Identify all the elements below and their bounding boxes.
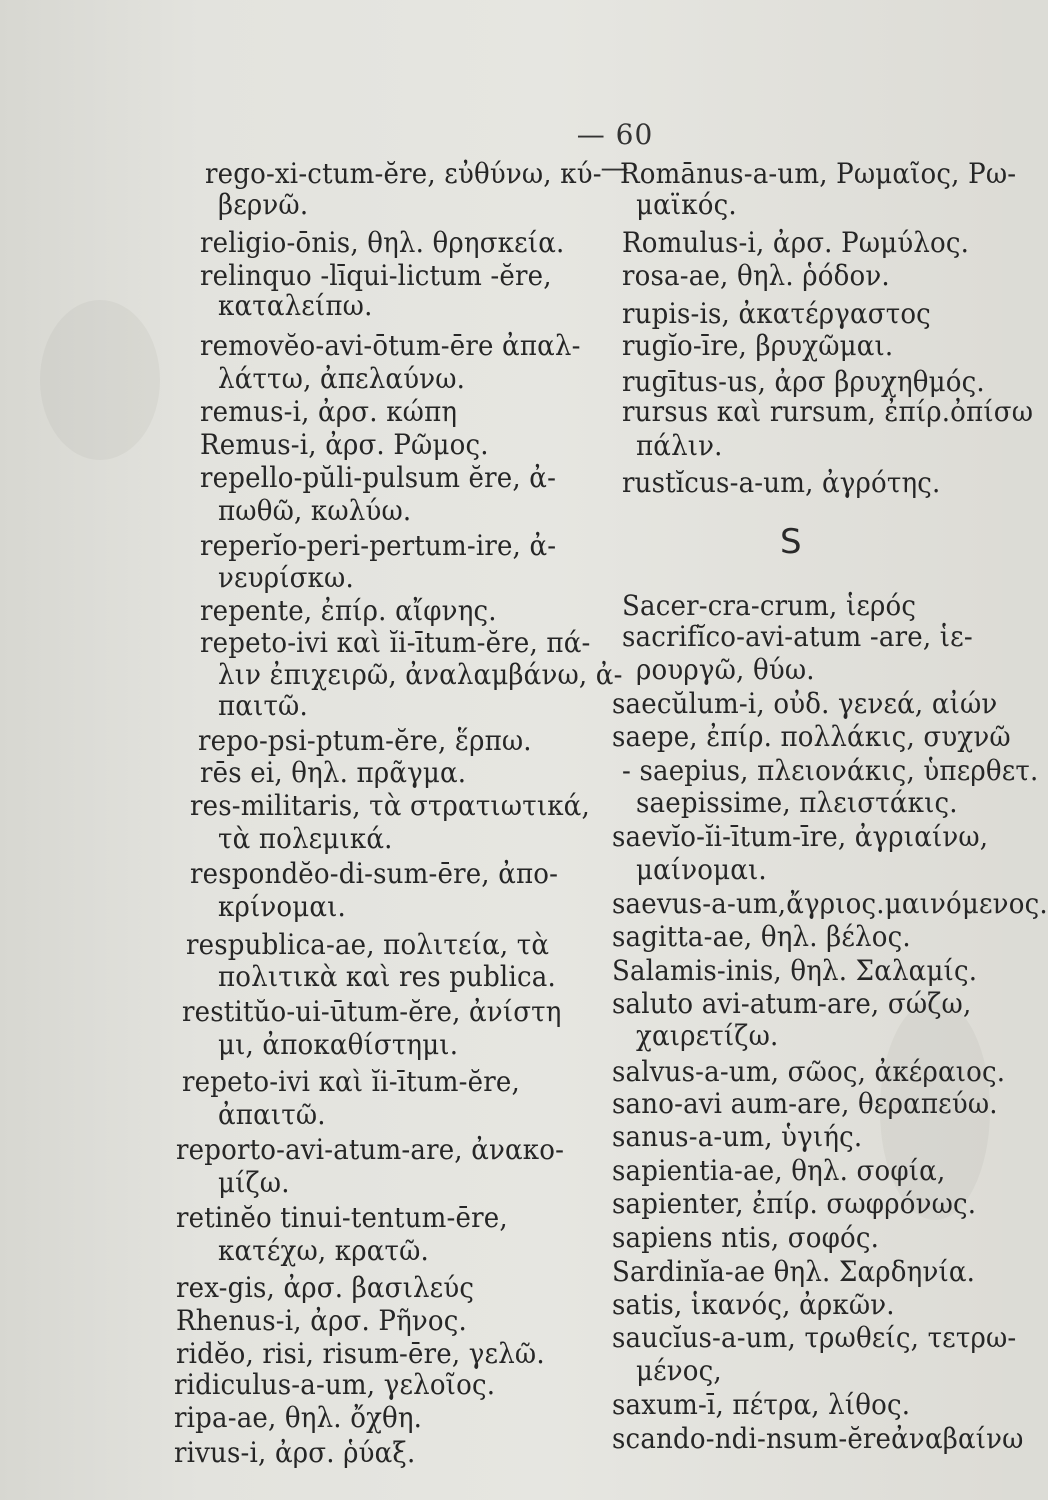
entry-line: λιν ἐπιχειρῶ, ἀναλαμβάνω, ἀ- [218,658,623,691]
entry-line: μι, ἀποκαθίστημι. [218,1028,459,1061]
entry-line: - saepius, πλειονάκις, ὑπερθετ. [622,754,1039,787]
entry-line: rego-xi-ctum-ĕre, εὐθύνω, κύ- [205,157,602,190]
entry-line: sagitta-ae, θηλ. βέλος. [612,920,911,953]
entry-line: sanus-a-um, ὑγιής. [612,1120,863,1153]
entry-line: relinquo -līqui-lictum -ĕre, [200,259,552,292]
entry-line: salvus-a-um, σῶος, ἀκέραιος. [612,1055,1006,1088]
entry-line: ridiculus-a-um, γελοῖος. [174,1368,496,1401]
entry-line: repente, ἐπίρ. αἴφνης. [200,594,497,627]
entry-line: Sardinĭa-ae θηλ. Σαρδηνία. [612,1255,976,1288]
entry-line: saecŭlum-i, οὐδ. γενεά, αἰών [612,687,998,720]
entry-line: μίζω. [218,1166,290,1199]
entry-line: reperĭo-peri-pertum-ire, ἀ- [200,529,557,562]
entry-line: Remus-i, ἀρσ. Ρῶμος. [200,428,489,461]
entry-line: rex-gis, ἀρσ. βασιλεύς [176,1271,475,1304]
entry-line: saucĭus-a-um, τρωθείς, τετρω- [612,1321,1017,1354]
entry-line: ἀπαιτῶ. [218,1098,326,1131]
entry-line: Romānus-a-um, Ρωμαῖος, Ρω- [620,157,1017,190]
entry-line: rēs ei, θηλ. πρᾶγμα. [200,756,467,789]
entry-line: rosa-ae, θηλ. ῥόδον. [622,259,890,292]
entry-line: retinĕo tinui-tentum-ēre, [176,1201,508,1234]
entry-line: κρίνομαι. [218,890,346,923]
entry-line: religio-ōnis, θηλ. θρησκεία. [200,226,565,259]
entry-line: Romulus-i, ἀρσ. Ρωμύλος. [622,226,970,259]
entry-line: res-militaris, τὰ στρατιωτικά, [190,789,590,822]
entry-line: Sacer-cra-crum, ἱερός [622,589,917,622]
entry-line: satis, ἱκανός, ἀρκῶν. [612,1288,895,1321]
entry-line: χαιρετίζω. [636,1019,779,1052]
entry-line: rursus καὶ rursum, ἐπίρ.ὀπίσω [622,395,1034,428]
entry-line: repeto-ivi καὶ ĭi-ītum-ĕre, [182,1065,520,1098]
entry-line: sapiens ntis, σοφός. [612,1221,880,1254]
entry-line: restitŭo-ui-ūtum-ĕre, ἀνίστη [182,995,562,1028]
entry-line: βερνῶ. [218,188,309,221]
entry-line: sapientia-ae, θηλ. σοφία, [612,1154,946,1187]
entry-line: πάλιν. [636,429,723,462]
entry-line: ridĕo, risi, risum-ēre, γελῶ. [176,1337,545,1370]
entry-line: sapienter, ἐπίρ. σωφρόνως. [612,1187,977,1220]
entry-line: saepe, ἐπίρ. πολλάκις, συχνῶ [612,720,1011,753]
entry-line: rugītus-us, ἀρσ βρυχηθμός. [622,365,985,398]
entry-line: saevĭo-ĭi-ītum-īre, ἀγριαίνω, [612,820,989,853]
entry-line: μένος, [636,1354,722,1387]
entry-line: παιτῶ. [218,689,308,722]
entry-line: τὰ πολεμικά. [218,822,393,855]
entry-line: removĕo-avi-ōtum-ēre ἀπαλ- [200,329,581,362]
entry-line: Salamis-inis, θηλ. Σαλαμίς. [612,954,978,987]
entry-line: rustĭcus-a-um, ἀγρότης. [622,466,941,499]
entry-line: saevus-a-um,ἄγριος.μαινόμενος. [612,887,1048,920]
entry-line: respublica-ae, πολιτεία, τὰ [186,928,550,961]
section-heading-s: S [780,522,802,562]
entry-line: saepissime, πλειστάκις. [636,786,958,819]
entry-line: κατέχω, κρατῶ. [218,1234,430,1267]
entry-line: καταλείπω. [218,289,373,322]
entry-line: πωθῶ, κωλύω. [218,494,412,527]
entry-line: Rhenus-i, ἀρσ. Ρῆνος. [176,1304,468,1337]
entry-line: μαϊκός. [636,188,737,221]
entry-line: respondĕo-di-sum-ēre, ἀπο- [190,857,559,890]
entry-line: repeto-ivi καὶ ĭi-ītum-ĕre, πά- [200,626,591,659]
entry-line: sano-avi aum-are, θεραπεύω. [612,1087,998,1120]
entry-line: rivus-i, ἀρσ. ῥύαξ. [174,1436,416,1469]
entry-line: repo-psi-ptum-ĕre, ἕρπω. [198,724,532,757]
entry-line: λάττω, ἀπελαύνω. [218,362,466,395]
entry-line: sacrifĭco-avi-atum -are, ἱε- [622,620,973,653]
entry-line: ripa-ae, θηλ. ὄχθη. [174,1401,423,1434]
paper-stain [40,300,160,460]
entry-line: scando-ndi-nsum-ĕreἀναβαίνω [612,1422,1024,1455]
entry-line: πολιτικὰ καὶ res publica. [218,960,556,993]
entry-line: saxum-ī, πέτρα, λίθος. [612,1388,911,1421]
entry-line: μαίνομαι. [636,853,767,886]
entry-line: rugĭo-īre, βρυχῶμαι. [622,329,894,362]
entry-line: reporto-avi-atum-are, ἀνακο- [176,1133,565,1166]
entry-line: rupis-is, ἀκατέργαστος [622,297,931,330]
entry-line: ρουργῶ, θύω. [636,653,815,686]
entry-line: νευρίσκω. [218,561,354,594]
entry-line: saluto avi-atum-are, σώζω, [612,987,972,1020]
entry-line: repello-pŭli-pulsum ĕre, ἀ- [200,461,557,494]
entry-line: remus-i, ἀρσ. κώπη [200,395,458,428]
page-number: — 60 — [576,118,654,184]
